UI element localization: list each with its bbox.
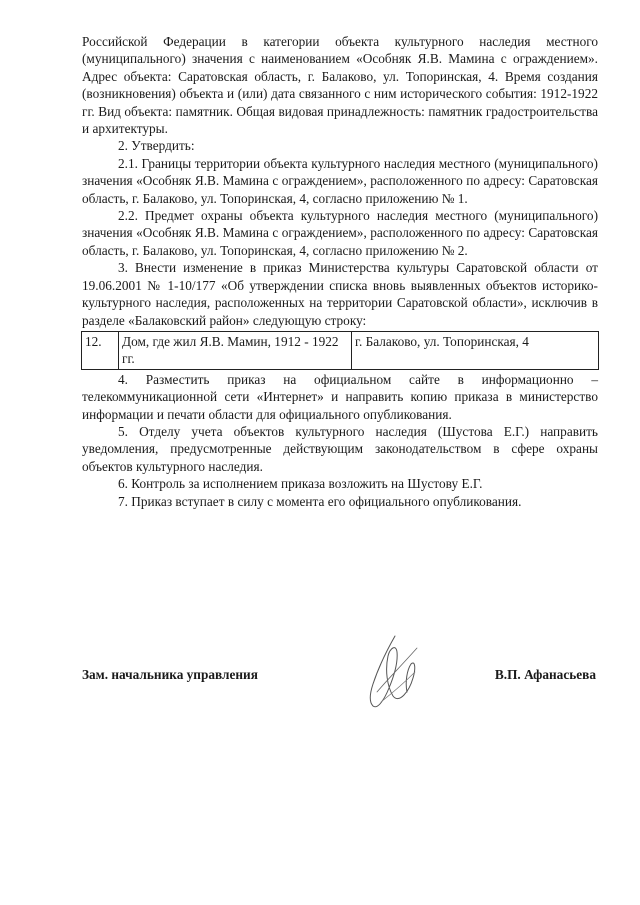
paragraph-7: 7. Приказ вступает в силу с момента его официального опубликования. bbox=[118, 493, 522, 509]
document-body bbox=[82, 33, 598, 510]
paragraph-5: 5. Отделу учета объектов культурного наследия (Шустова Е.Г.) направить уведомления, предусмотренные действующим законодательством в сфере охраны объектов культурного наследия. bbox=[82, 423, 598, 474]
table-cell-number: 12. bbox=[82, 331, 119, 369]
paragraph-intro: Российской Федерации в категории объекта культурного наследия местного (муниципального) значения с наименованием «Особняк Я.В. Мамина с ограждением». Адрес объекта: Саратовская область, г. Балаково, ул. Топоринская, 4. Время создания (возникновения) объекта и (или) дата связанного с ним исторического события: 1912-1922 гг. Вид объекта: памятник. Общая видовая принадлежность: памятник градостроительства и архитектуры. bbox=[82, 34, 598, 137]
table-row bbox=[82, 331, 599, 369]
paragraph-3: 3. Внести изменение в приказ Министерства культуры Саратовской области от 19.06.2001 № 1-10/177 «Об утверждении списка вновь выявленных объектов историко-культурного наследия, расположенных на территории Саратовской области», исключив в разделе «Балаковский район» следующую строку: bbox=[82, 260, 598, 328]
paragraph-6: 6. Контроль за исполнением приказа возложить на Шустову Е.Г. bbox=[118, 476, 483, 492]
signer-title: Зам. начальника управления bbox=[82, 667, 258, 682]
excluded-entry-table bbox=[81, 331, 599, 370]
handwritten-signature bbox=[357, 632, 429, 712]
paragraph-2: 2. Утвердить: bbox=[118, 138, 195, 154]
table-cell-address: г. Балаково, ул. Топоринская, 4 bbox=[352, 331, 599, 369]
paragraph-2-2: 2.2. Предмет охраны объекта культурного наследия местного (муниципального) значения «Особняк Я.В. Мамина с ограждением», расположенного по адресу: Саратовская область, г. Балаково, ул. Топоринская, 4, согласно приложению № 2. bbox=[82, 208, 598, 258]
paragraph-4: 4. Разместить приказ на официальном сайте в информационно – телекоммуникационной сети «Интернет» и направить копию приказа в министерство информации и печати области для официального опубликования. bbox=[82, 371, 598, 422]
table-cell-name: Дом, где жил Я.В. Мамин, 1912 - 1922 гг. bbox=[119, 331, 352, 369]
signer-name: В.П. Афанасьева bbox=[494, 667, 596, 682]
paragraph-2-1: 2.1. Границы территории объекта культурного наследия местного (муниципального) значения «Особняк Я.В. Мамина с ограждением», расположенного по адресу: Саратовская область, г. Балаково, ул. Топоринская, 4, согласно приложению № 1. bbox=[82, 155, 598, 206]
